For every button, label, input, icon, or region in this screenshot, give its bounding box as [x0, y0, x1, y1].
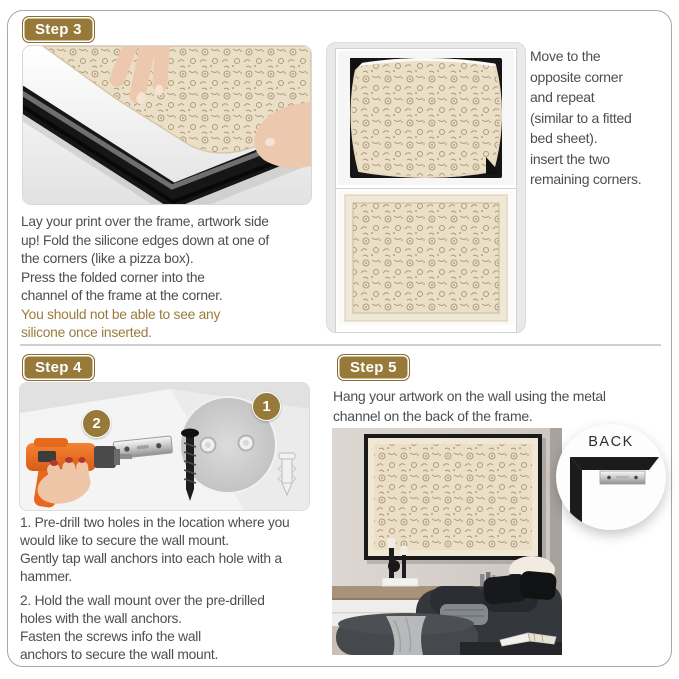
text-line: channel of the frame at the corner.	[21, 288, 223, 303]
step3-badge-label: Step 3	[35, 21, 82, 38]
text-line: opposite corner	[530, 68, 623, 85]
back-label: BACK	[588, 434, 634, 450]
artwork-finished-photo	[336, 189, 516, 332]
text-line: 1. Pre-drill two holes in the location where you	[20, 515, 290, 530]
callout-2-badge	[82, 409, 111, 438]
text-line: remaining corners.	[530, 171, 642, 187]
text-line: hammer.	[20, 569, 72, 584]
step5-badge-label: Step 5	[350, 359, 397, 376]
step4-description	[20, 514, 289, 664]
text-line: Press the folded corner into the	[21, 269, 205, 285]
step4-mounting-illustration	[19, 382, 310, 511]
step4-badge-label: Step 4	[35, 359, 82, 376]
text-line: up! Fold the silicone edges down at one of	[21, 232, 269, 248]
text-line-highlight: You should not be able to see any	[21, 306, 221, 322]
text-line: the corners (like a pizza box).	[21, 251, 194, 266]
text-line: Hang your artwork on the wall using the metal	[333, 388, 606, 404]
text-line: and repeat	[530, 89, 595, 105]
text-line-highlight: silicone once inserted.	[21, 325, 152, 340]
section-divider	[20, 344, 661, 346]
text-line: holes with the wall anchors.	[20, 611, 182, 626]
step3-badge	[22, 16, 95, 43]
callout-2-label: 2	[92, 415, 101, 432]
step3-corner-fold-photo	[22, 45, 312, 205]
text-line: insert the two	[530, 150, 610, 167]
text-line: Fasten the screws info the wall	[20, 629, 201, 644]
step3-description	[21, 213, 269, 343]
text-line: channel on the back of the frame.	[333, 408, 533, 424]
step5-badge	[337, 354, 410, 381]
text-line: (similar to a fitted	[530, 109, 632, 126]
text-line: Lay your print over the frame, artwork side	[21, 214, 269, 229]
text-line: anchors to secure the wall mount.	[20, 647, 219, 662]
text-line: 2. Hold the wall mount over the pre-drilled	[20, 593, 265, 608]
living-room-photo	[332, 428, 562, 655]
step3-side-note	[530, 46, 641, 190]
text-line: Move to the	[530, 48, 601, 64]
frame-back-detail	[556, 424, 666, 530]
callout-1-label: 1	[262, 398, 271, 415]
step4-badge	[22, 354, 95, 381]
text-line: bed sheet).	[530, 130, 598, 146]
text-line: Gently tap wall anchors into each hole with a	[20, 551, 282, 566]
artwork-corner-tucked-photo	[336, 49, 516, 192]
callout-1-badge	[252, 392, 281, 421]
text-line: would like to secure the wall mount.	[20, 533, 229, 548]
step5-description	[333, 386, 606, 426]
